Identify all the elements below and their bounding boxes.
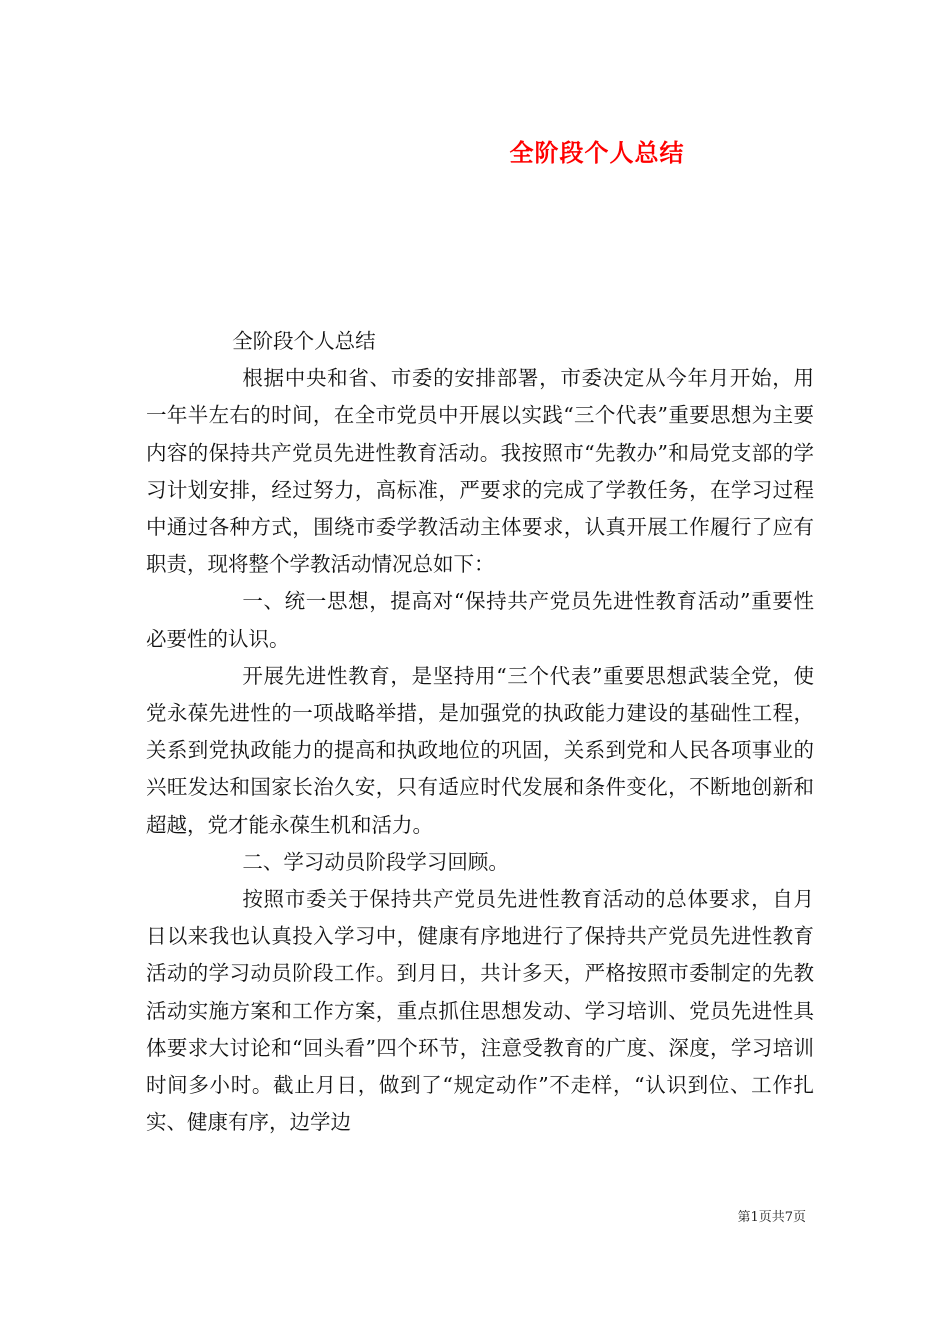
paragraph-intro: 根据中央和省、市委的安排部署，市委决定从今年月开始，用一年半左右的时间，在全市党员中开展以实践“三个代表”重要思想为主要内容的保持共产党员先进性教育活动。我按照市“先教办”和局党支部的学习计划安排，经过努力，高标准，严要求的完成了学教任务，在学习过程中通过各种方式，围绕市委学教活动主体要求，认真开展工作履行了应有职责，现将整个学教活动情况总如下： <box>146 366 814 577</box>
paragraph-section-1: 开展先进性教育，是坚持用“三个代表”重要思想武装全党，使党永葆先进性的一项战略举措，是加强党的执政能力建设的基础性工程，关系到党执政能力的提高和执政地位的巩固，关系到党和人民各项事业的兴旺发达和国家长治久安，只有适应时代发展和条件变化，不断地创新和超越，党才能永葆生机和活力。 <box>146 663 814 837</box>
document-body <box>146 323 814 1141</box>
document-subtitle: 全阶段个人总结 <box>232 329 376 353</box>
section-heading-1: 一、统一思想，提高对“保持共产党员先进性教育活动”重要性必要性的认识。 <box>146 589 814 651</box>
document-title: 全阶段个人总结 <box>509 139 685 167</box>
paragraph-section-2: 按照市委关于保持共产党员先进性教育活动的总体要求，自月日以来我也认真投入学习中，健康有序地进行了保持共产党员先进性教育活动的学习动员阶段工作。到月日，共计多天，严格按照市委制定的先教活动实施方案和工作方案，重点抓住思想发动、学习培训、党员先进性具体要求大讨论和“回头看”四个环节，注意受教育的广度、深度，学习培训时间多小时。截止月日，做到了“规定动作”不走样，“认识到位、工作扎实、健康有序，边学边 <box>146 887 814 1135</box>
section-heading-2: 二、学习动员阶段学习回顾。 <box>242 849 509 874</box>
page-number: 第1页共7页 <box>737 1210 806 1225</box>
